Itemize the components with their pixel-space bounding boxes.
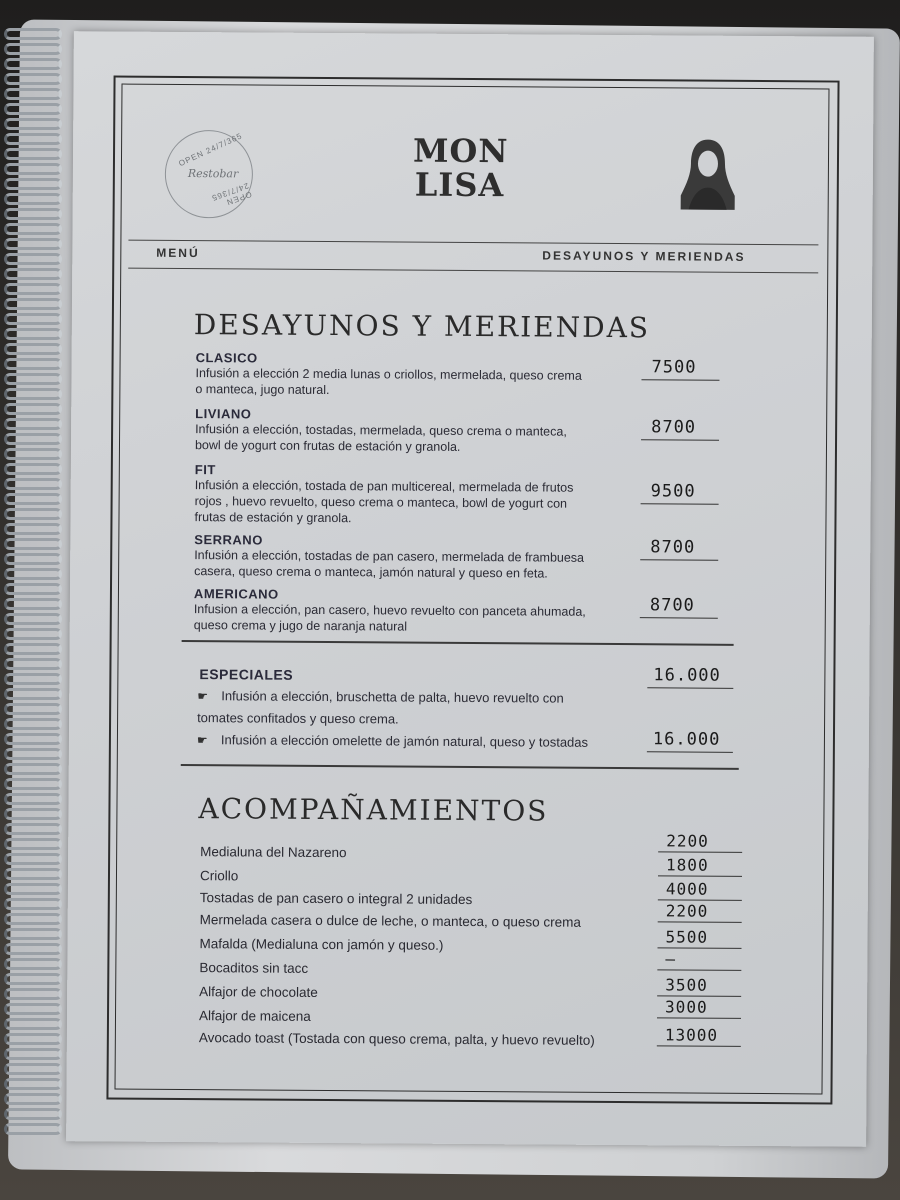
spiral-coil — [4, 1018, 62, 1030]
menu-item-desc-line2: queso crema y jugo de naranja natural — [193, 618, 408, 634]
spiral-coil — [4, 913, 62, 925]
acompanamiento-price: 4000 — [665, 879, 709, 899]
spiral-coil — [4, 373, 62, 385]
menu-item-desc-line1: Infusión a elección, tostadas de pan casero, mermelada de frambuesa — [194, 548, 585, 565]
spiral-coil — [4, 838, 62, 850]
spiral-coil — [4, 448, 62, 460]
acompanamiento-name: Medialuna del Nazareno — [200, 844, 347, 861]
spiral-coil — [4, 883, 62, 895]
menu-item-price: 9500 — [650, 481, 696, 502]
spiral-coil — [4, 58, 62, 70]
menu-item-name: AMERICANO — [193, 586, 279, 602]
acompanamiento-price: 2200 — [665, 901, 709, 921]
spiral-coil — [4, 538, 62, 550]
spiral-coil — [4, 493, 62, 505]
spiral-coil — [4, 28, 62, 40]
stamp-top-text: OPEN 24/7/365 — [177, 131, 244, 169]
menu-item-name: FIT — [194, 462, 216, 478]
acompanamiento-name: Mermelada casera o dulce de leche, o manteca, o queso crema — [199, 912, 581, 930]
spiral-coil — [4, 298, 62, 310]
spiral-coil — [4, 643, 62, 655]
spiral-coil — [4, 553, 62, 565]
spiral-coil — [4, 88, 62, 100]
spiral-coil — [4, 568, 62, 580]
acompanamiento-name: Alfajor de chocolate — [199, 984, 318, 1000]
spiral-coil — [4, 73, 62, 85]
menu-item-name: CLASICO — [195, 350, 258, 366]
spiral-coil — [4, 733, 62, 745]
spiral-coil — [4, 223, 62, 235]
acompanamiento-price: 2200 — [666, 831, 709, 851]
spiral-coil — [4, 268, 62, 280]
acompanamiento-price: 3000 — [665, 997, 708, 1017]
stamp-bottom-text: OPEN 24/7/365 — [209, 181, 253, 207]
spiral-coil — [4, 478, 62, 490]
spiral-coil — [4, 328, 62, 340]
spiral-coil — [4, 463, 62, 475]
menu-item-desc-line2: bowl de yogurt con frutas de estación y granola. — [194, 438, 461, 454]
spiral-coil — [4, 1108, 62, 1120]
spiral-coil — [4, 1093, 62, 1105]
header-section-label: DESAYUNOS Y MERIENDAS — [542, 248, 746, 264]
spiral-coil — [4, 118, 62, 130]
logo-line1: MON — [412, 131, 509, 171]
mona-lisa-portrait-icon — [677, 133, 740, 211]
pointing-hand-icon: ☛ — [197, 689, 209, 704]
acompanamiento-name: Tostadas de pan casero o integral 2 unidades — [199, 890, 473, 908]
spiral-coil — [4, 148, 62, 160]
spiral-coil — [4, 703, 62, 715]
acompanamiento-price: — — [665, 949, 677, 969]
spiral-coil — [4, 103, 62, 115]
spiral-coil — [4, 718, 62, 730]
menu-item-desc-line2: o manteca, jugo natural. — [195, 382, 330, 398]
stamp-middle-text: Restobar — [187, 167, 239, 181]
spiral-coil — [4, 1033, 62, 1045]
acompanamiento-name: Mafalda (Medialuna con jamón y queso.) — [199, 936, 444, 953]
especial-desc-line1: Infusión a elección, bruschetta de palta, huevo revuelto con — [221, 688, 564, 706]
spiral-coil — [4, 193, 62, 205]
spiral-coil — [4, 823, 62, 835]
acompanamiento-name: Bocaditos sin tacc — [199, 960, 309, 976]
spiral-coil — [4, 343, 62, 355]
spiral-coil — [4, 853, 62, 865]
acompanamiento-price: 5500 — [665, 927, 709, 947]
spiral-coil — [4, 358, 62, 370]
spiral-coil — [4, 133, 62, 145]
spiral-coil — [4, 1078, 62, 1090]
spiral-coil — [4, 508, 62, 520]
spiral-coil — [4, 868, 62, 880]
logo-line2: LISA — [414, 165, 505, 205]
spiral-coil — [4, 388, 62, 400]
acompanamientos-title: ACOMPAÑAMIENTOS — [198, 792, 549, 828]
spiral-coil — [4, 313, 62, 325]
spiral-binding — [4, 28, 64, 1148]
spiral-coil — [4, 178, 62, 190]
spiral-coil — [4, 763, 62, 775]
especial-desc-line1: Infusión a elección omelette de jamón natural, queso y tostadas — [220, 732, 589, 750]
spiral-coil — [4, 523, 62, 535]
spiral-coil — [4, 433, 62, 445]
spiral-coil — [4, 583, 62, 595]
menu-item-desc-line2: rojos , huevo revuelto, queso crema o manteca, bowl de yogurt con — [194, 494, 568, 511]
spiral-coil — [4, 943, 62, 955]
spiral-coil — [4, 1003, 62, 1015]
menu-item-name: SERRANO — [194, 532, 263, 548]
spiral-coil — [4, 238, 62, 250]
spiral-coil — [4, 43, 62, 55]
menu-page — [66, 31, 874, 1147]
acompanamiento-price: 3500 — [665, 975, 708, 995]
menu-item-desc-line3: frutas de estación y granola. — [194, 510, 352, 526]
spiral-coil — [4, 403, 62, 415]
spiral-coil — [4, 613, 62, 625]
acompanamiento-name: Alfajor de maicena — [198, 1008, 311, 1024]
menu-item-price: 8700 — [649, 595, 695, 616]
spiral-coil — [4, 208, 62, 220]
acompanamiento-price: 1800 — [666, 855, 709, 875]
spiral-coil — [4, 283, 62, 295]
spiral-coil — [4, 1123, 62, 1135]
desayunos-title: DESAYUNOS Y MERIENDAS — [193, 308, 651, 345]
open-stamp — [165, 130, 254, 219]
acompanamiento-price: 13000 — [664, 1025, 719, 1045]
menu-item-desc-line1: Infusión a elección 2 media lunas o criollos, mermelada, queso crema — [195, 366, 582, 383]
spiral-coil — [4, 673, 62, 685]
especial-price: 16.000 — [652, 729, 721, 750]
header-menu-label: MENÚ — [156, 245, 200, 261]
menu-item-price: 8700 — [651, 417, 697, 438]
spiral-coil — [4, 598, 62, 610]
spiral-coil — [4, 808, 62, 820]
especial-desc-line2: tomates confitados y queso crema. — [197, 710, 399, 727]
spiral-coil — [4, 418, 62, 430]
spiral-coil — [4, 253, 62, 265]
spiral-coil — [4, 658, 62, 670]
especial-price: 16.000 — [653, 665, 721, 686]
acompanamiento-name: Criollo — [199, 868, 239, 884]
spiral-coil — [4, 748, 62, 760]
especiales-title: ESPECIALES — [199, 666, 294, 683]
menu-item-desc-line1: Infusión a elección, tostadas, mermelada, queso crema o manteca, — [195, 422, 567, 439]
menu-item-price: 8700 — [650, 537, 696, 558]
pointing-hand-icon: ☛ — [196, 733, 208, 748]
spiral-coil — [4, 958, 62, 970]
menu-item-name: LIVIANO — [195, 406, 252, 422]
spiral-coil — [4, 928, 62, 940]
spiral-coil — [4, 973, 62, 985]
spiral-coil — [4, 1048, 62, 1060]
acompanamiento-name: Avocado toast (Tostada con queso crema, palta, y huevo revuelto) — [198, 1030, 595, 1048]
menu-item-desc-line1: Infusión a elección, tostada de pan multicereal, mermelada de frutos — [194, 478, 574, 495]
menu-item-desc-line2: casera, queso crema o manteca, jamón natural y queso en feta. — [194, 564, 548, 581]
spiral-coil — [4, 628, 62, 640]
spiral-coil — [4, 778, 62, 790]
spiral-coil — [4, 688, 62, 700]
spiral-coil — [4, 1063, 62, 1075]
spiral-coil — [4, 793, 62, 805]
spiral-coil — [4, 163, 62, 175]
spiral-coil — [4, 988, 62, 1000]
menu-item-desc-line1: Infusion a elección, pan casero, huevo revuelto con panceta ahumada, — [193, 602, 586, 619]
spiral-coil — [4, 898, 62, 910]
menu-item-price: 7500 — [651, 357, 697, 378]
